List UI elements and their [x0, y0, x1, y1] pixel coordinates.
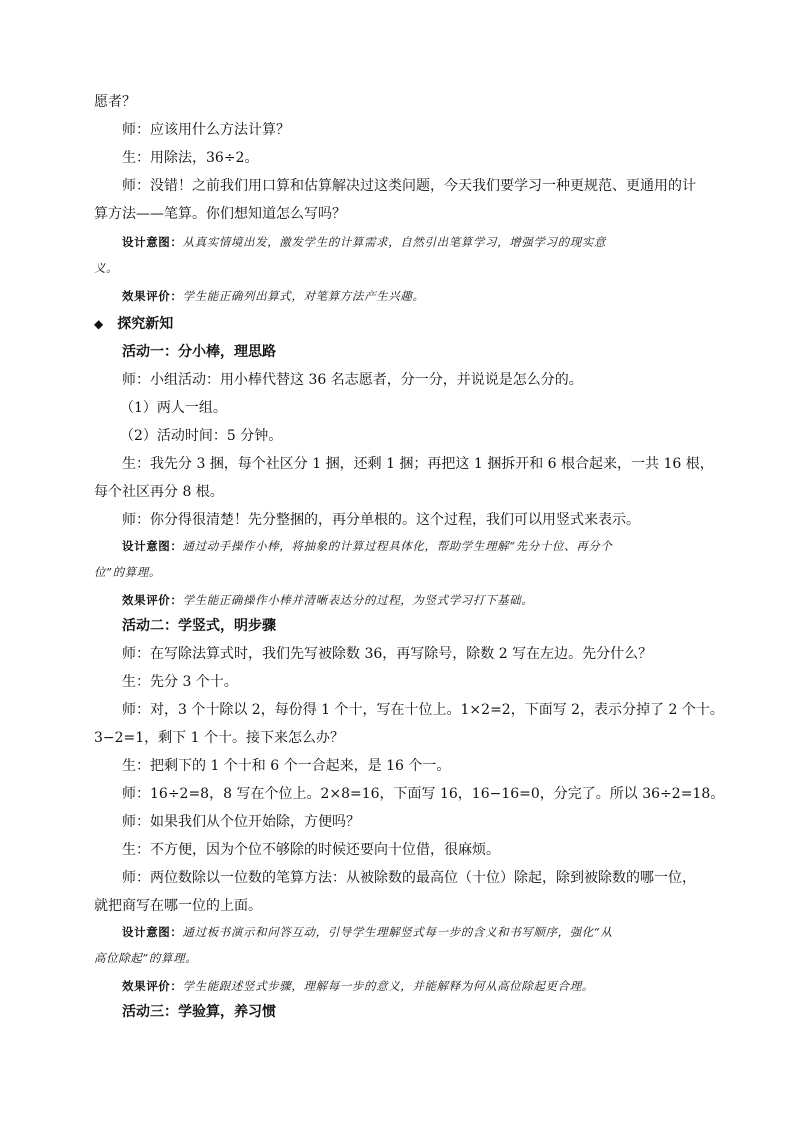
- text-line: 生：先分 3 个十。: [122, 674, 238, 690]
- text-line: 算方法——笔算。你们想知道怎么写吗？: [94, 206, 346, 222]
- text-line: 师：在写除法算式时，我们先写被除数 36，再写除号，除数 2 写在左边。先分什么？: [122, 646, 653, 662]
- evaluation-label: 效果评价：: [122, 593, 183, 607]
- text-line: 生：用除法，36÷2。: [122, 150, 259, 166]
- text-line: 3−2=1，剩下 1 个十。接下来怎么办？: [94, 730, 344, 746]
- section-heading: ◆ 探究新知: [94, 316, 174, 332]
- text-line: 师：你分得很清楚！先分整捆的，再分单根的。这个过程，我们可以用竖式来表示。: [122, 512, 640, 528]
- text-line: 师：对，3 个十除以 2，每份得 1 个十，写在十位上。1×2=2，下面写 2，表示分掉了 2 个十。: [122, 702, 724, 718]
- text-line: 义。: [94, 261, 119, 275]
- activity-heading: 活动二：学竖式，明步骤: [122, 618, 276, 634]
- text-line: 高位除起”的算理。: [94, 951, 198, 965]
- design-intent-label: 设计意图：: [122, 539, 183, 553]
- evaluation-note: 效果评价：学生能正确列出算式，对笔算方法产生兴趣。: [122, 289, 425, 303]
- text-line: 师：小组活动：用小棒代替这 36 名志愿者，分一分，并说说是怎么分的。: [122, 372, 583, 388]
- text-line: 师：应该用什么方法计算？: [122, 122, 290, 138]
- diamond-bullet-icon: ◆: [94, 317, 104, 331]
- text-line: 位”的算理。: [94, 565, 161, 579]
- text-line: 师：如果我们从个位开始除，方便吗？: [122, 814, 360, 830]
- text-line: （1）两人一组。: [120, 400, 227, 416]
- design-intent-note: 设计意图：通过板书演示和问答互动，引导学生理解竖式每一步的含义和书写顺序，强化“从: [122, 925, 613, 939]
- text-line: 师：16÷2=8，8 写在个位上。2×8=16，下面写 16，16−16=0，分完了。所以 36÷2=18。: [122, 786, 725, 802]
- text-line: 师：没错！之前我们用口算和估算解决过这类问题，今天我们要学习一种更规范、更通用的计: [122, 178, 696, 194]
- evaluation-note: 效果评价：学生能跟述竖式步骤，理解每一步的意义，并能解释为何从高位除起更合理。: [122, 979, 594, 993]
- text-line: 愿者？: [94, 94, 136, 110]
- text-line: 生：把剩下的 1 个十和 6 个一合起来，是 16 个一。: [122, 758, 451, 774]
- text-line: 每个社区再分 8 根。: [94, 484, 224, 500]
- activity-heading: 活动三：学验算，养习惯: [122, 1004, 276, 1020]
- text-line: （2）活动时间：5 分钟。: [120, 428, 283, 444]
- evaluation-note: 效果评价：学生能正确操作小棒并清晰表达分的过程，为竖式学习打下基础。: [122, 593, 534, 607]
- design-intent-note: 设计意图：通过动手操作小棒，将抽象的计算过程具体化，帮助学生理解“先分十位、再分个: [122, 539, 613, 553]
- text-line: 就把商写在哪一位的上面。: [94, 898, 262, 914]
- design-intent-label: 设计意图：: [122, 925, 183, 939]
- design-intent-label: 设计意图：: [122, 235, 183, 249]
- text-line: 生：不方便，因为个位不够除的时候还要向十位借，很麻烦。: [122, 842, 500, 858]
- evaluation-label: 效果评价：: [122, 979, 183, 993]
- activity-heading: 活动一：分小棒，理思路: [122, 344, 276, 360]
- evaluation-label: 效果评价：: [122, 289, 183, 303]
- design-intent-note: 设计意图：从真实情境出发，激发学生的计算需求，自然引出笔算学习，增强学习的现实意: [122, 235, 606, 249]
- text-line: 生：我先分 3 捆，每个社区分 1 捆，还剩 1 捆；再把这 1 捆拆开和 6 根合起来，一共 16 根，: [122, 456, 714, 472]
- text-line: 师：两位数除以一位数的笔算方法：从被除数的最高位（十位）除起，除到被除数的哪一位，: [122, 870, 696, 886]
